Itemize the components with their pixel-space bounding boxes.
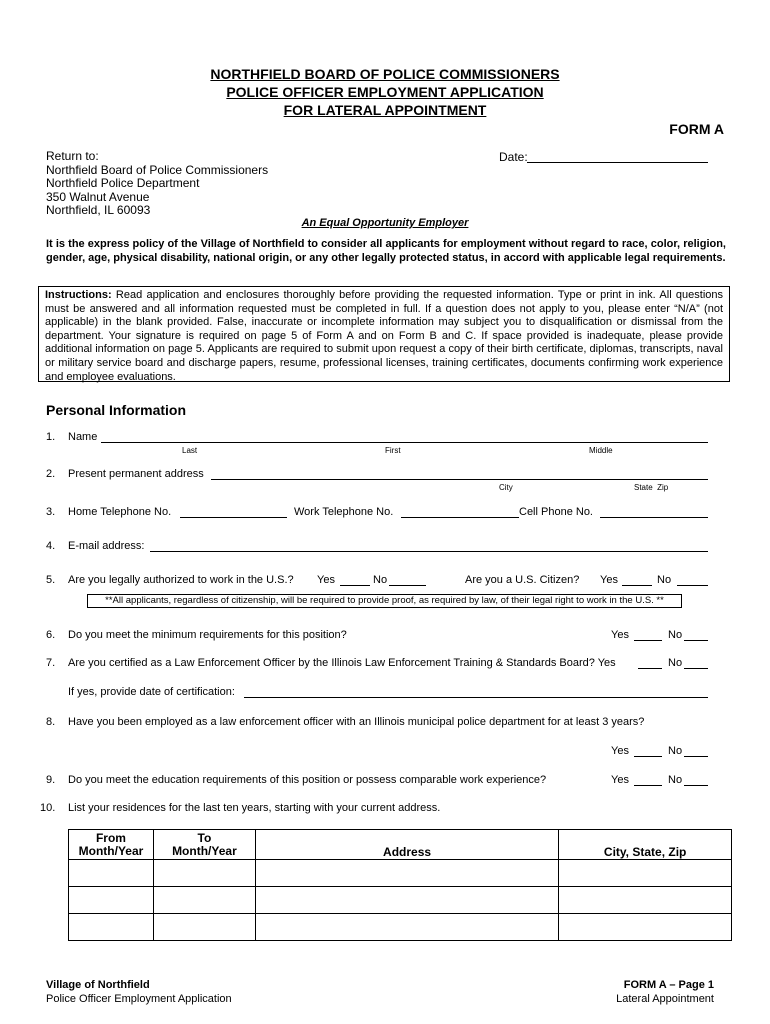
address-cell[interactable]: [255, 914, 558, 941]
footer-appointment: Lateral Appointment: [616, 993, 714, 1005]
q5-number: 5.: [46, 574, 56, 586]
col-to-header: [153, 830, 255, 860]
return-to-line-3: 350 Walnut Avenue: [46, 189, 150, 204]
q5-label: Are you legally authorized to work in the U.S.?: [68, 574, 294, 586]
footer-village: Village of Northfield: [46, 979, 150, 991]
date-label: Date:: [499, 150, 528, 164]
form-title-line-1: NORTHFIELD BOARD OF POLICE COMMISSIONERS: [210, 66, 560, 82]
col-to-line-1: To: [197, 830, 212, 845]
q7-yes-field[interactable]: [638, 668, 662, 669]
section-title: Personal Information: [46, 402, 187, 418]
q7-no-field[interactable]: [684, 668, 708, 669]
q6-number: 6.: [46, 629, 56, 641]
work-phone-label: Work Telephone No.: [294, 506, 394, 518]
city-state-zip-cell[interactable]: [559, 860, 732, 887]
q7-no-label: No: [668, 657, 683, 669]
footer-application: Police Officer Employment Application: [46, 993, 232, 1005]
residence-table-header: [69, 830, 732, 860]
equal-opportunity-note: An Equal Opportunity Employer: [301, 217, 469, 229]
q6-no-label: No: [668, 629, 683, 641]
from-cell[interactable]: [69, 860, 154, 887]
q6-label: Do you meet the minimum requirements for this position?: [68, 629, 347, 641]
instructions-label: Instructions:: [45, 289, 112, 301]
q6-yes-field[interactable]: [634, 640, 662, 641]
citizen-label: Are you a U.S. Citizen?: [465, 574, 580, 586]
table-row: [69, 860, 732, 887]
name-sub-first: First: [385, 446, 401, 455]
city-state-zip-cell[interactable]: [559, 887, 732, 914]
col-city-label: City, State, Zip: [603, 845, 687, 859]
col-to-line-2: Month/Year: [172, 843, 237, 858]
citizenship-notice: **All applicants, regardless of citizenship, will be required to provide proof, as required by law, of their legal right to work in the U.S. **: [87, 594, 682, 608]
q5-no-label: No: [373, 574, 388, 586]
q8-no-field[interactable]: [684, 756, 708, 757]
work-phone-field[interactable]: [401, 517, 519, 518]
q7-label: Are you certified as a Law Enforcement Officer by the Illinois Law Enforcement Training & Standards Board? Yes: [68, 657, 616, 669]
table-row: [69, 887, 732, 914]
address-cell[interactable]: [255, 860, 558, 887]
address-sub-city: City: [499, 483, 513, 492]
city-state-zip-cell[interactable]: [559, 914, 732, 941]
form-title-line-2: POLICE OFFICER EMPLOYMENT APPLICATION: [226, 84, 544, 100]
q8-no-label: No: [668, 745, 683, 757]
to-cell[interactable]: [153, 914, 255, 941]
policy-statement: It is the express policy of the Village of Northfield to consider all applicants for employment without regard to race, color, religion, gender, age, physical disability, national origin, or any other legally protected status, in accord with applicable legal requirements.: [46, 238, 726, 264]
q4-number: 4.: [46, 540, 56, 552]
citizen-no-label: No: [657, 574, 672, 586]
citizen-no-field[interactable]: [677, 585, 708, 586]
instructions-box: [38, 286, 730, 382]
col-from-header: [69, 830, 154, 860]
q9-label: Do you meet the education requirements of this position or possess comparable work experience?: [68, 774, 547, 786]
table-row: [69, 914, 732, 941]
col-from-line-1: From: [95, 830, 126, 845]
q5-yes-label: Yes: [317, 574, 335, 586]
citizen-yes-field[interactable]: [622, 585, 652, 586]
cell-phone-field[interactable]: [600, 517, 708, 518]
certification-date-label: If yes, provide date of certification:: [68, 686, 235, 698]
email-field[interactable]: [150, 551, 708, 552]
address-cell[interactable]: [255, 887, 558, 914]
q5-no-field[interactable]: [389, 585, 426, 586]
col-address-label: Address: [383, 845, 432, 859]
q9-yes-field[interactable]: [634, 785, 662, 786]
q9-no-label: No: [668, 774, 683, 786]
q6-yes-label: Yes: [611, 629, 629, 641]
q10-number: 10.: [40, 802, 56, 814]
home-phone-label: Home Telephone No.: [68, 506, 172, 518]
q8-number: 8.: [46, 716, 56, 728]
instructions-text: Read application and enclosures thoroughly before providing the requested information. Type or print in ink. All questions must be answered and all information requested must be completed in full. If a question does not apply to you, please enter “N/A” (not applicable) in the blank provided. False, inaccurate or incomplete information may subject you to disqualification or dismissal from the department. Your signature is required on page 5 of Form A and on Form B and C. If space provided is inadequate, please provide additional information on page 5. Applicants are required to submit upon request a copy of their birth certificate, diplomas, transcripts, naval or military service board and discharge papers, resume, professional licenses, training certificates, documents confirming work experience and employee evaluations.: [45, 289, 724, 383]
certification-date-field[interactable]: [244, 697, 708, 698]
q1-number: 1.: [46, 431, 56, 443]
q6-no-field[interactable]: [684, 640, 708, 641]
q10-label: List your residences for the last ten years, starting with your current address.: [68, 802, 441, 814]
citizen-yes-label: Yes: [600, 574, 618, 586]
return-to-line-1: Northfield Board of Police Commissioners: [46, 162, 269, 177]
q8-label: Have you been employed as a law enforcement officer with an Illinois municipal police department for at least 3 years?: [68, 716, 645, 728]
return-to-line-2: Northfield Police Department: [46, 176, 200, 191]
cell-phone-label: Cell Phone No.: [519, 506, 593, 518]
date-field[interactable]: [527, 162, 708, 163]
residence-table: [68, 829, 732, 941]
q9-no-field[interactable]: [684, 785, 708, 786]
q8-yes-label: Yes: [611, 745, 629, 757]
q9-yes-label: Yes: [611, 774, 629, 786]
col-address-header: [255, 830, 558, 860]
q2-label: Present permanent address: [68, 468, 204, 480]
name-field[interactable]: [101, 442, 708, 443]
form-label: FORM A: [669, 121, 724, 137]
col-city-header: [559, 830, 732, 860]
return-to-line-4: Northfield, IL 60093: [46, 203, 151, 218]
q2-number: 2.: [46, 468, 56, 480]
address-field[interactable]: [211, 479, 708, 480]
to-cell[interactable]: [153, 887, 255, 914]
q8-yes-field[interactable]: [634, 756, 662, 757]
name-sub-middle: Middle: [589, 446, 613, 455]
to-cell[interactable]: [153, 860, 255, 887]
email-label: E-mail address:: [68, 540, 145, 552]
return-to-label: Return to:: [46, 149, 99, 163]
q3-number: 3.: [46, 506, 56, 518]
footer-page: FORM A – Page 1: [623, 979, 714, 991]
from-cell[interactable]: [69, 887, 154, 914]
q5-yes-field[interactable]: [340, 585, 370, 586]
q1-label: Name: [68, 431, 98, 443]
col-from-line-2: Month/Year: [78, 843, 144, 858]
q7-number: 7.: [46, 657, 56, 669]
name-sub-last: Last: [182, 446, 198, 455]
from-cell[interactable]: [69, 914, 154, 941]
home-phone-field[interactable]: [180, 517, 287, 518]
address-sub-state-zip: State Zip: [634, 483, 669, 492]
return-to-block: [46, 150, 268, 218]
form-title-line-3: FOR LATERAL APPOINTMENT: [283, 102, 487, 118]
q9-number: 9.: [46, 774, 56, 786]
